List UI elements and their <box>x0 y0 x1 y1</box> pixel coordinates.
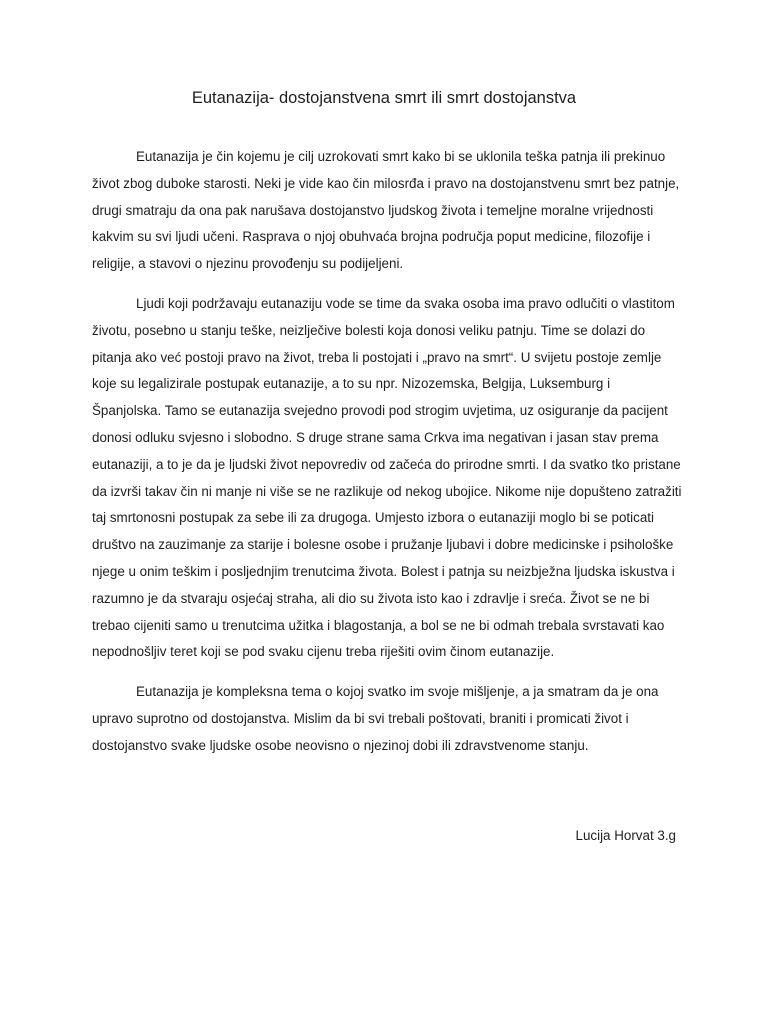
document-body <box>92 144 682 773</box>
paragraph-arguments: Ljudi koji podržavaju eutanaziju vode se time da svaka osoba ima pravo odlučiti o vlastitom životu, posebno u stanju teške, neizlječive bolesti koja donosi veliku patnju. Time se dolazi do pitanja ako već postoji pravo na život, treba li postojati i „pravo na smrt“. U svijetu postoje zemlje koje su legalizirale postupak eutanazije, a to su npr. Nizozemska, Belgija, Luksemburg i Španjolska. Tamo se eutanazija svejedno provodi pod strogim uvjetima, uz osiguranje da pacijent donosi odluku svjesno i slobodno. S druge strane sama Crkva ima negativan i jasan stav prema eutanaziji, a to je da je ljudski život nepovrediv od začeća do prirodne smrti. I da svatko tko pristane da izvrši takav čin ni manje ni više se ne razlikuje od nekog ubojice. Nikome nije dopušteno zatražiti taj smrtonosni postupak za sebe ili za drugoga. Umjesto izbora o eutanaziji moglo bi se poticati društvo na zauzimanje za starije i bolesne osobe i pružanje ljubavi i dobre medicinske i psihološke njege u onim teškim i posljednjim trenutcima života. Bolest i patnja su neizbježna ljudska iskustva i razumno je da stvaraju osjećaj straha, ali dio su života isto kao i zdravlje i sreća. Život se ne bi trebao cijeniti samo u trenutcima užitka i blagostanja, a bol se ne bi odmah trebala svrstavati kao nepodnošljiv teret koji se pod svaku cijenu treba riješiti ovim činom eutanazije. <box>92 295 682 660</box>
document-title: Eutanazija- dostojanstvena smrt ili smrt dostojanstva <box>191 89 577 107</box>
author-signature: Lucija Horvat 3.g <box>575 828 676 843</box>
paragraph-conclusion: Eutanazija je kompleksna tema o kojoj svatko im svoje mišljenje, a ja smatram da je ona upravo suprotno od dostojanstva. Mislim da bi svi trebali poštovati, braniti i promicati život i dostojanstvo svake ljudske osobe neovisno o njezinoj dobi ili zdravstvenome stanju. <box>92 684 659 753</box>
paragraph-intro: Eutanazija je čin kojemu je cilj uzrokovati smrt kako bi se uklonila teška patnja ili prekinuo život zbog duboke starosti. Neki je vide kao čin milosrđa i pravo na dostojanstvenu smrt bez patnje, drugi smatraju da ona pak narušava dostojanstvo ljudskog života i temeljne moralne vrijednosti kakvim su svi ljudi učeni. Rasprava o njoj obuhvaća brojna područja poput medicine, filozofije i religije, a stavovi o njezinu provođenju su podijeljeni. <box>92 149 680 272</box>
